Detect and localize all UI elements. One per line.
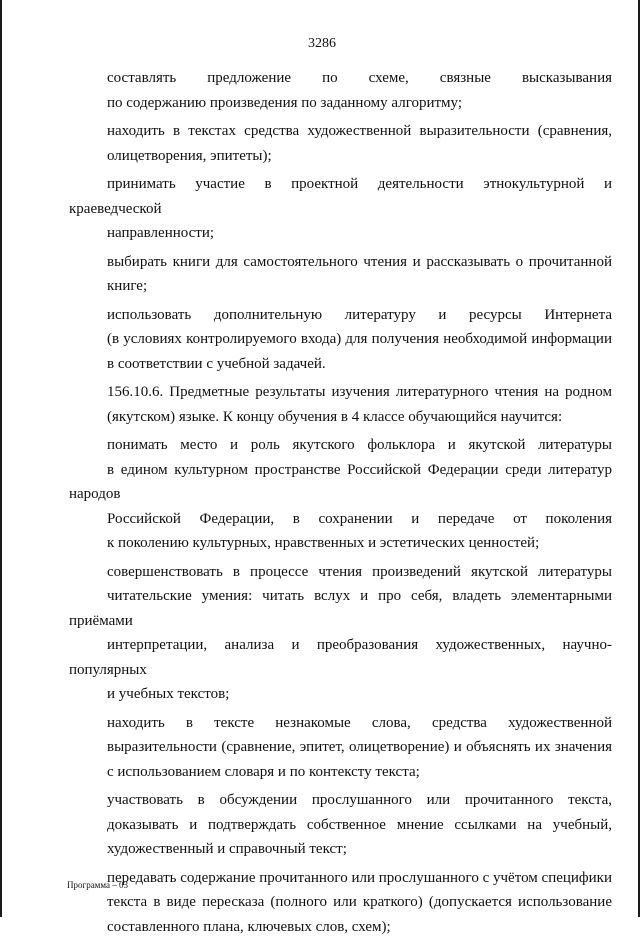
text-line: с использованием словаря и по контексту текста;: [107, 763, 420, 780]
text-line: текста в виде пересказа (полного или краткого) (допускается использование: [107, 894, 612, 910]
text-line: принимать участие в проектной деятельности этнокультурной и краеведческой: [69, 176, 612, 217]
text-line: книге;: [107, 278, 148, 294]
text-line: Российской Федерации, в сохранении и передаче от поколения: [107, 510, 612, 527]
paragraph: [69, 788, 612, 862]
text-line: выбирать книги для самостоятельного чтения и рассказывать о прочитанной: [107, 253, 612, 270]
text-line: использовать дополнительную литературу и ресурсы Интернета: [107, 306, 612, 323]
text-line: интерпретации, анализа и преобразования художественных, научно-популярных: [69, 637, 612, 678]
text-line: составленного плана, ключевых слов, схем);: [107, 918, 391, 935]
document-body: [69, 66, 612, 943]
text-line: в едином культурном пространстве Российской Федерации среди литератур народов: [69, 461, 612, 502]
page-number: 3286: [308, 36, 336, 51]
text-line: направленности;: [107, 225, 215, 241]
text-line: читательские умения: читать вслух и про себя, владеть элементарными приёмами: [69, 588, 612, 629]
text-line: понимать место и роль якутского фольклора и якутской литературы: [107, 437, 612, 453]
paragraph: [69, 66, 612, 115]
text-line: к поколению культурных, нравственных и эстетических ценностей;: [107, 535, 540, 551]
text-line: художественный и справочный текст;: [107, 841, 347, 857]
text-line: олицетворения, эпитеты);: [107, 147, 272, 164]
paragraph: [69, 250, 612, 299]
paragraph: [69, 433, 612, 556]
paragraph: [69, 303, 612, 377]
text-line: составлять предложение по схеме, связные высказывания: [107, 70, 612, 86]
text-line: 156.10.6. Предметные результаты изучения литературного чтения на родном: [107, 384, 612, 400]
text-line: в соответствии с учебной задачей.: [107, 355, 326, 372]
paragraph: [69, 172, 612, 246]
page-footer: Программа – 03: [67, 880, 129, 890]
paragraph: [69, 119, 612, 168]
text-line: по содержанию произведения по заданному алгоритму;: [107, 94, 463, 111]
paragraph: [69, 380, 612, 429]
text-line: (в условиях контролируемого входа) для получения необходимой информации: [107, 331, 612, 347]
text-line: (якутском) языке. К концу обучения в 4 классе обучающийся научится:: [107, 408, 563, 425]
paragraph: [69, 560, 612, 707]
paragraph: [69, 711, 612, 785]
text-line: и учебных текстов;: [107, 686, 230, 702]
text-line: доказывать и подтверждать собственное мнение ссылками на учебный,: [107, 816, 612, 833]
text-line: участвовать в обсуждении прослушанного или прочитанного текста,: [107, 792, 612, 808]
text-line: выразительности (сравнение, эпитет, олицетворение) и объяснять их значения: [107, 739, 612, 755]
text-line: совершенствовать в процессе чтения произведений якутской литературы: [107, 563, 612, 580]
text-line: находить в тексте незнакомые слова, средства художественной: [107, 714, 612, 731]
text-line: передавать содержание прочитанного или прослушанного с учётом специфики: [107, 869, 612, 886]
paragraph: [69, 866, 612, 940]
text-line: находить в текстах средства художественной выразительности (сравнения,: [107, 123, 612, 139]
